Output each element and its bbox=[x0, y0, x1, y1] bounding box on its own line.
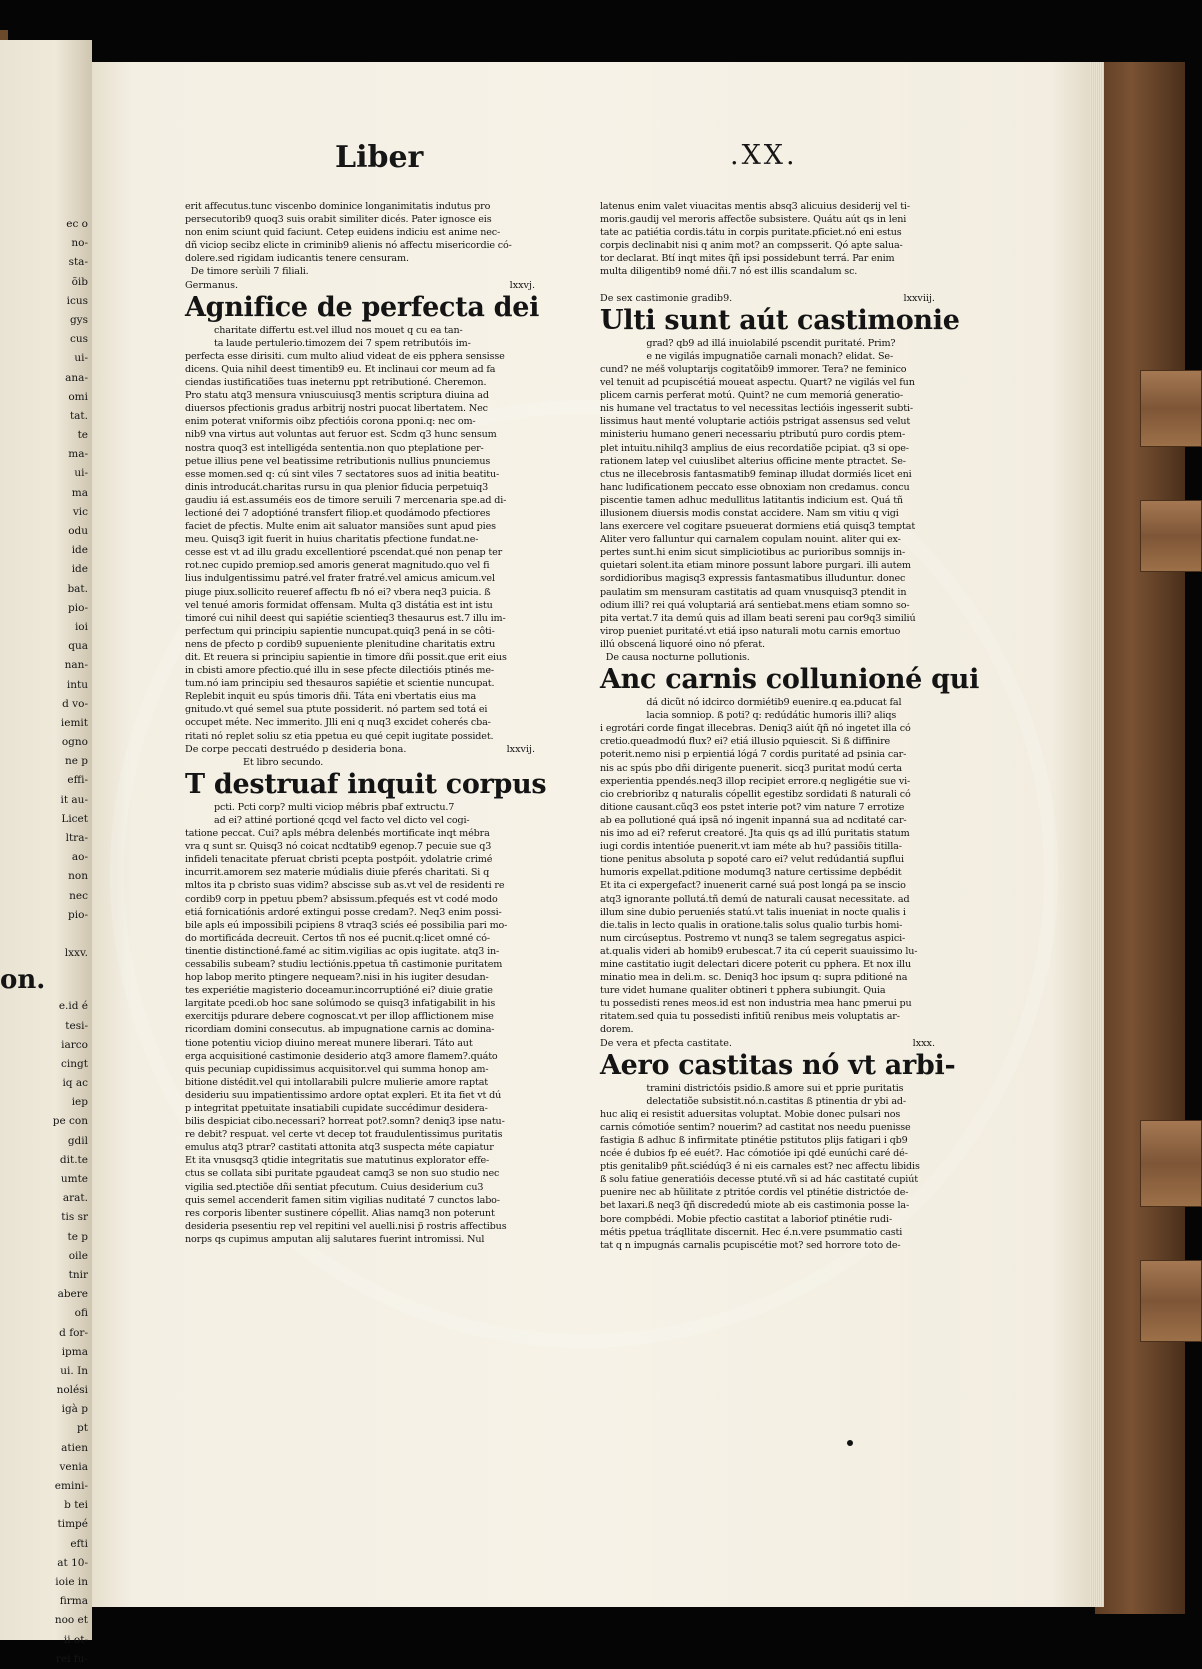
text-line: virop pueniet puritaté.vt etiá ipso naturali motu carnis emortuo bbox=[600, 625, 901, 637]
margin-fragment: cus bbox=[69, 333, 88, 346]
text-line: carnis cómotióe sentim? nouerim? ad castitat nos needu puenisse bbox=[600, 1121, 911, 1133]
text-line: mine castitatio iugit delectari dicere poterit cu pphera. Et nox illu bbox=[600, 958, 911, 970]
margin-fragment: tat. bbox=[69, 409, 88, 422]
chapter-opening-line: Ulti sunt aút castimonie bbox=[600, 304, 960, 336]
margin-fragment: ec o bbox=[66, 218, 88, 230]
text-line: ritati nó replet soliu sz etia ppetua eu qué cepit iugitate possidet. bbox=[185, 730, 494, 742]
text-line: perfectum qui principiu sapientie nuncupat.quiq3 pená in se côti- bbox=[185, 625, 495, 637]
text-line: quis semel accenderit famen sitim vigilias nuditaté 7 cunctos labo- bbox=[185, 1194, 500, 1206]
chapter-opening-line: T destruaf inquit corpus bbox=[185, 768, 547, 800]
text-line: Aliter vero falluntur qui carnalem copulam nouint. aliter qui ex- bbox=[600, 534, 901, 546]
margin-fragment: noo et bbox=[54, 1614, 88, 1627]
text-line: cessabilis subeam? studiu lectiónis.ppetua tñ castimonie puritatem bbox=[185, 958, 503, 970]
margin-fragment: odu bbox=[68, 525, 88, 537]
text-line: paulatim sm mensuram castitatis ad quam vnusquisq3 ptendit in bbox=[600, 586, 907, 598]
text-line: De causa nocturne pollutionis. bbox=[600, 652, 750, 663]
text-line: nis imo ad ei? referut creatoré. Jta quis qs ad illú puritatis statum bbox=[600, 828, 910, 840]
margin-fragment: effi- bbox=[67, 774, 88, 787]
text-column-right bbox=[600, 200, 980, 1252]
margin-fragment: intu bbox=[66, 678, 88, 691]
margin-fragment: pio- bbox=[68, 908, 88, 921]
margin-fragment bbox=[0, 925, 88, 944]
text-line: ritatem.sed quia tu possedisti infitiũ renibus meis voluptatis ar- bbox=[600, 1011, 900, 1023]
margin-fragment: d vo- bbox=[62, 697, 88, 710]
margin-fragment: gys bbox=[69, 313, 88, 326]
margin-fragment: lxxv. bbox=[64, 947, 88, 960]
margin-fragment: ltra- bbox=[65, 832, 88, 844]
text-line: occupet méte. Nec immerito. Jlli eni q nuq3 excidet coherés cba- bbox=[185, 717, 491, 729]
text-line: huc aliq ei resistit aduersitas voluptat. Mobie donec pulsari nos bbox=[600, 1108, 901, 1120]
margin-fragment: iq ac bbox=[62, 1077, 88, 1090]
margin-fragment: omi bbox=[68, 390, 88, 403]
text-line: pcti. Pcti corp? multi viciop mébris pbaf extructu.7 bbox=[185, 801, 455, 813]
margin-fragment: nan- bbox=[64, 659, 88, 672]
margin-fragment: ii ot- bbox=[63, 1633, 88, 1646]
chapter-number: lxxviij. bbox=[903, 292, 935, 304]
text-line: rot.nec cupido premiop.sed amoris generat magnitudo.quo vel fi bbox=[185, 560, 490, 572]
text-line: métis ppetua tráqllitate discernit. Hec é.n.vere psummatio casti bbox=[600, 1226, 903, 1238]
text-line: bore compbédi. Mobie pfectio castitat a laboriof ptinétie rudi- bbox=[600, 1213, 893, 1225]
margin-fragment: oile bbox=[68, 1249, 88, 1262]
text-line: ture videt humane qualiter obtineri t pphera subiungit. Quia bbox=[600, 985, 886, 997]
text-line: ncée é dubios fp eé euét?. Hac cómotióe ipi qdé eunúchi caré dé- bbox=[600, 1148, 908, 1160]
text-line: De timore serùili 7 filiali. bbox=[185, 266, 309, 278]
margin-fragment: tnir bbox=[68, 1268, 88, 1281]
rubric-title: De sex castimonie gradib9. bbox=[600, 292, 733, 304]
text-line: ab ea pollutioné quá ipsã nó ingenit inpanná sua ad ncditaté car- bbox=[600, 814, 907, 826]
margin-fragment: te bbox=[77, 429, 88, 442]
text-line: lacia somniop. ß poti? q: redúdátic humoris illi? aliqs bbox=[600, 710, 897, 722]
text-line: odium illi? rei quá voluptariá ará sentiebat.mens etiam somno so- bbox=[600, 599, 910, 611]
text-line: ciendas iustificatiões tuas ineternu ppt retributioné. Cheremon. bbox=[185, 377, 487, 389]
text-line: do mortificáda decreuit. Certos tñ nos eé pucnit.q:licet omné có- bbox=[185, 932, 490, 944]
text-line: dit. Et reuera si principiu sapientie in timore dñi possit.que erit eius bbox=[185, 652, 507, 663]
text-line: tor declarat. Btí inqt mites q̃ñ ipsi possidebunt terrá. Par enim bbox=[600, 253, 895, 265]
running-head-liber: Liber bbox=[335, 140, 424, 175]
text-line: tione potentiu viciop diuino mereat munere liberari. Táto aut bbox=[185, 1037, 473, 1049]
margin-fragment: cingt bbox=[61, 1057, 88, 1070]
margin-fragment: timpé bbox=[57, 1518, 88, 1531]
margin-fragment: b tei bbox=[64, 1499, 88, 1512]
text-line: gaudiu iá est.assuméis eos de timore seruili 7 mercenaria spe.ad di- bbox=[185, 494, 507, 506]
text-line: p integritat ppetuitate insatiabili cupidate succédimur desidera- bbox=[185, 1103, 488, 1114]
rubric-line bbox=[185, 279, 535, 292]
margin-fragment: iep bbox=[71, 1096, 88, 1109]
text-line: ad ei? attiné portioné qcqd vel facto vel dicto vel cogi- bbox=[185, 814, 470, 826]
chapter-opening-line: Anc carnis collunioné qui bbox=[600, 664, 980, 696]
text-line: corpis declinabit nisi q anim mot? an compsserit. Qó apte salua- bbox=[600, 240, 903, 252]
text-line: ctus se collata sibi puritate pgaudeat camq3 se non suo studio nec bbox=[185, 1168, 500, 1180]
text-line: nib9 vna virtus aut voluntas aut feruor est. Scdm q3 hunc sensum bbox=[185, 429, 497, 441]
text-line: num circúseptus. Postremo vt nunq3 se talem segregatus aspici- bbox=[600, 932, 906, 944]
text-line: quis pecuniap cupidissimus acquisitor.vel qui summa honop am- bbox=[185, 1063, 489, 1075]
text-line: cund? ne méš voluptarijs cogitatõib9 immorer. Tera? ne feminico bbox=[600, 363, 907, 375]
text-line: dicens. Quia nihil deest timentib9 eu. Et inclinaui cor meum ad fa bbox=[185, 363, 496, 375]
text-line: pertes sunt.hi enim sicut simpliciotibus ac purioribus somnijs in- bbox=[600, 547, 906, 559]
margin-fragment: ioie in bbox=[55, 1575, 88, 1588]
margin-fragment: nolési bbox=[56, 1384, 88, 1397]
text-line: enim poterat vniformis oibz pfectióis corona pponi.q: nec om- bbox=[185, 416, 476, 428]
margin-fragment: Licet bbox=[61, 812, 88, 825]
left-margin-text bbox=[0, 215, 88, 1665]
text-line: Et ita vnusqsq3 qtidie integritatis sue matutinus explorator effe- bbox=[185, 1155, 490, 1167]
text-line: non enim sciunt quid faciunt. Cetep euidens indiciu est anime nec- bbox=[185, 227, 501, 239]
text-line: etiá fornicatiónis ardoré extingui posse credam?. Neq3 enim possi- bbox=[185, 906, 502, 918]
text-line: bitione distédit.vel qui intollarabili pulcre mulierie amore raptat bbox=[185, 1076, 488, 1088]
text-line: perfecta esse dirisiti. cum multo aliud videat de eis pphera sensisse bbox=[185, 350, 505, 362]
text-line: humoris expellat.pditione modumq3 nature certissime depbédit bbox=[600, 867, 902, 879]
chapter-number: lxxvj. bbox=[509, 279, 535, 291]
text-line: at.qualis videri ab homib9 erubescat.7 ita cú ceperit suauissimo lu- bbox=[600, 945, 918, 957]
facing-page-left bbox=[0, 40, 92, 1665]
margin-fragment: ogno bbox=[61, 736, 88, 749]
margin-fragment: ma- bbox=[68, 448, 88, 461]
text-line: emulus atq3 ptrar? castitati attonita atq3 suspecta méte capiatur bbox=[185, 1142, 494, 1154]
margin-fragment: ui. In bbox=[60, 1364, 88, 1377]
text-line: vigilia sed.ptectiõe dñi sentiat pfecutum. Cuius desiderium cu3 bbox=[185, 1181, 484, 1193]
margin-fragment: emini- bbox=[54, 1480, 88, 1492]
margin-fragment: ide bbox=[71, 544, 88, 557]
text-line: hop labop merito ptingere nequeam?.nisi in his iugiter desudan- bbox=[185, 972, 489, 984]
text-line: rationem latep vel cuiuslibet alterius officine mente ptractet. Se- bbox=[600, 455, 906, 467]
clasp-strap-lower bbox=[1140, 1120, 1202, 1207]
margin-fragment: bat. bbox=[67, 582, 88, 595]
text-line: poterit.nemo nisi p erpientiá lógá 7 cordis puritaté ad psinia car- bbox=[600, 749, 907, 761]
text-line: piuge piux.sollicito reueref affectu fb nó ei? vbera neq3 puicia. ß bbox=[185, 586, 491, 598]
text-line: illusionem diuersis modis constat accidere. Nam sm vitiu q vigi bbox=[600, 507, 899, 519]
text-line: fastigia ß adhuc ß infirmitate ptinétie pstitutos plijs fatigari i qb9 bbox=[600, 1135, 908, 1146]
margin-fragment: iarco bbox=[61, 1038, 88, 1051]
text-line: diuersos pfectionis gradus arbitrij nostri puocat libertatem. Nec bbox=[185, 403, 488, 415]
margin-fragment: ioi bbox=[74, 620, 88, 633]
chapter-opening-line: Agnifice de perfecta dei bbox=[185, 291, 540, 323]
text-line: tum.nó iam principiu sed thesauros sapiétie et scientie nuncupat. bbox=[185, 678, 495, 690]
margin-large-fragment: on. bbox=[0, 965, 46, 996]
rubric-title: Germanus. bbox=[185, 279, 239, 291]
margin-fragment: nec bbox=[69, 889, 88, 902]
margin-fragment: vic bbox=[72, 505, 88, 518]
text-line: nis ac spús pbo dñi dirigente puenerit. sicq3 puritat modú certa bbox=[600, 762, 903, 774]
text-line: Et ita ci expergefact? inuenerit carné suá post longá pa se inscio bbox=[600, 880, 906, 892]
text-line: exercitijs pdurare debere cognoscat.vt per illop afflictionem mise bbox=[185, 1011, 494, 1023]
page-fore-edge bbox=[1090, 62, 1104, 1607]
margin-fragment: arat. bbox=[62, 1192, 88, 1205]
text-line: gnitudo.vt qué semel sua ptute possiderit. nó partem sed totá ei bbox=[185, 704, 488, 716]
text-line: iugi cordis intentióe puenerit.vt iam méte ab hu? passiõis titilla- bbox=[600, 841, 902, 853]
text-line: illú obscená liquoré oino nó pferat. bbox=[600, 638, 765, 650]
margin-fragment: it au- bbox=[60, 793, 88, 806]
margin-fragment: venia bbox=[59, 1460, 88, 1473]
text-line: charitate differtu est.vel illud nos mouet q cu ea tan- bbox=[185, 324, 463, 336]
margin-fragment: rei fu- bbox=[55, 1652, 88, 1665]
text-line: tes experiétie magisterio doceamur.incorruptióné ei? diuie gratie bbox=[185, 985, 493, 997]
margin-fragment: abere bbox=[57, 1288, 88, 1301]
text-line: ministeriu humano generi necessariu ptributú puro cordis ptem- bbox=[600, 429, 906, 441]
text-line: cesse est vt ad illu gradu excellentioré pscendat.qué non penap ter bbox=[185, 547, 503, 559]
rubric-line bbox=[600, 292, 935, 305]
margin-fragment: pt bbox=[77, 1422, 88, 1435]
text-line: desideria psesentiu rep vel repitini vel auelli.nisi p̃ rostris affectibus bbox=[185, 1220, 507, 1232]
text-line: ß solu fatiue generatióis decesse ptuté.vñ si ad hác castitaté cupiút bbox=[600, 1174, 918, 1186]
ink-dot bbox=[847, 1440, 853, 1446]
margin-fragment: qua bbox=[68, 640, 88, 653]
rubric-title: De vera et pfecta castitate. bbox=[600, 1037, 732, 1049]
text-line: infideli tenacitate pferuat cbristi pcepta postpóit. ydolatrie crimé bbox=[185, 854, 493, 866]
text-line: quietari solent.ita etiam minore possunt labore purgari. illi autem bbox=[600, 560, 911, 572]
text-line: atq3 ignorante pollutá.tñ demú de naturali causat necessitate. ad bbox=[600, 893, 910, 905]
text-line bbox=[600, 279, 935, 292]
text-line: ditione causant.cũq3 eos pstet interie pot? vim nature 7 errotize bbox=[600, 801, 905, 813]
margin-fragment: ana- bbox=[65, 371, 88, 384]
margin-fragment: iemit bbox=[60, 716, 88, 729]
margin-fragment: pe con bbox=[52, 1115, 88, 1128]
text-line: delectatiõe subsistit.nó.n.castitas ß ptinentia dr ybi ad- bbox=[600, 1095, 906, 1107]
text-line: largitate pcedi.ob hoc sane solúmodo se quisq3 infatigabilit in his bbox=[185, 998, 496, 1010]
text-line: meu. Quisq3 igit fuerit in huius charitatis pfectione fundat.ne- bbox=[185, 534, 479, 546]
text-line: Pro statu atq3 mensura vniuscuiusq3 mentis scriptura diuina ad bbox=[185, 390, 489, 402]
text-line: erit affecutus.tunc viscenbo dominice longanimitatis indutus pro bbox=[185, 201, 491, 212]
text-line: vel tenuit ad pcupiscétiá moueat aspectu. Quart? ne vigilás vel fun bbox=[600, 377, 915, 389]
text-line: e ne vigilás impugnatiõe carnali monach? elidat. Se- bbox=[600, 350, 894, 362]
text-line: lissimus haut menté voluptarie actióis pstrigat assensus sed velut bbox=[600, 416, 911, 428]
text-column-left bbox=[185, 200, 547, 1246]
text-line: petue illius pene vel beatissime retributionis nullius pnunciemus bbox=[185, 455, 491, 467]
text-line: re debit? respuat. vel certe vt decep tot fraudulentissimus puritatis bbox=[185, 1129, 503, 1141]
text-line: lius indulgentissimu patré.vel frater fratré.vel amicus amicum.vel bbox=[185, 573, 495, 585]
book-cover-right-edge bbox=[1095, 62, 1185, 1614]
text-line: nens de pfecto p cordib9 supueniente plenitudine charitatis extru bbox=[185, 638, 496, 650]
text-line: faciet de pfectis. Multe enim ait saluator mansiões sunt apud pies bbox=[185, 521, 496, 533]
text-line: bile apls eú impossibili pcipiens 8 vtraq3 sciés eé possibilia pari mo- bbox=[185, 919, 508, 931]
text-line: plet intuitu.nihilq3 amplius de eius recordatiõe pcipiat. q3 si ope- bbox=[600, 442, 909, 454]
text-line: i egrotári corde fingat illecebras. Deniq3 aiút q̃ñ nó ingetet illa có bbox=[600, 723, 911, 735]
text-line: incurrit.amorem sez materie múdialis diuie pferés charitati. Si q bbox=[185, 867, 490, 879]
margin-fragment: efti bbox=[70, 1537, 88, 1550]
text-line: norps qs cupimus amputan alij salutares fuerint intromissi. Nul bbox=[185, 1233, 485, 1245]
text-line: plicem carnis perferat motú. Quint? ne cum memoriá generatio- bbox=[600, 390, 904, 402]
margin-fragment: no- bbox=[71, 237, 88, 250]
text-line: tramini districtóis psidio.ß amore sui et pprie puritatis bbox=[600, 1082, 904, 1094]
margin-fragment: tis sr bbox=[61, 1211, 88, 1224]
rubric-line bbox=[600, 1037, 935, 1050]
margin-fragment: sta- bbox=[68, 256, 88, 269]
text-line: cordib9 corp in ppetuu pbem? absissum.pfequés est vt codé modo bbox=[185, 893, 498, 905]
text-line: hanc ludificationem peccato esse obnoxiam non credamus. concu bbox=[600, 481, 910, 493]
clasp-strap-bottom bbox=[1140, 1260, 1202, 1342]
text-line: tate ac patiétia cordis.tátu in corpis puritate.pficiet.nó eni estus bbox=[600, 227, 902, 239]
clasp-strap-middle bbox=[1140, 500, 1202, 572]
text-line: nis humane vel tractatus to vel necessitas lectióis ingesserit subti- bbox=[600, 403, 913, 415]
text-line: tu possedisti renes meos.id est non industria mea hanc pmerui pu bbox=[600, 998, 912, 1010]
text-line: esse momen.sed q: cú sint viles 7 sectatores suos ad initia beatitu- bbox=[185, 468, 500, 480]
margin-fragment: gdil bbox=[67, 1134, 88, 1147]
text-line: in cbisti amore pfectio.qué illu in sese pfecte dilectióis ptinés me- bbox=[185, 665, 494, 677]
text-line: ta laude pertulerio.timozem dei 7 spem retributóis im- bbox=[185, 337, 471, 349]
margin-fragment: firma bbox=[59, 1595, 88, 1608]
running-head-book-number: .XX. bbox=[730, 140, 798, 171]
text-line: bilis despiciat cibo.necessari? horreat pot?.somn? deniq3 ipse natu- bbox=[185, 1116, 505, 1128]
text-line: timoré cui nihil deest qui sapiétie scientieq3 thesaurus est.7 illu im- bbox=[185, 612, 506, 624]
text-line: vel tenué amoris formidat offensam. Multa q3 distátia est int istu bbox=[185, 599, 493, 611]
text-line: grad? qb9 ad illá inuiolabilé pscendit puritaté. Prim? bbox=[600, 337, 896, 349]
text-line: illum sine dubio perueniés statú.vt talis inueniat in nocte qualis i bbox=[600, 906, 906, 918]
clasp-strap-top bbox=[1140, 370, 1202, 447]
text-line: pita vertat.7 ita demú quis ad illam beati sereni pau cor9q3 similiú bbox=[600, 612, 916, 624]
margin-fragment: umte bbox=[60, 1173, 88, 1185]
margin-fragment: non bbox=[68, 870, 88, 883]
text-line: vra q sunt sr. Quisq3 nó coicat ncdtatib9 egenop.7 pecuie sue q3 bbox=[185, 841, 492, 853]
margin-fragment: dit.te bbox=[59, 1153, 88, 1166]
text-line: tat q n impugnás carnalis pcupiscétie mot? sed horrore toto de- bbox=[600, 1239, 901, 1251]
text-line: dolere.sed rigidam iudicantis tenere censuram. bbox=[185, 253, 409, 265]
margin-fragment: ide bbox=[71, 563, 88, 576]
rubric-line bbox=[185, 743, 535, 756]
margin-fragment: icus bbox=[66, 294, 88, 307]
text-line: lans exercere vel cogitare psueuerat dormiens etiá quisq3 temptat bbox=[600, 521, 916, 533]
text-line: erga acquisitioné castimonie desiderio atq3 amore flamem?.quáto bbox=[185, 1050, 498, 1062]
margin-fragment: tesi- bbox=[65, 1019, 88, 1032]
text-line: experientia ppendés.neq3 illop recipiet errore.q negligétie sue vi- bbox=[600, 775, 911, 787]
text-line: res corporis libenter sustinere cópellit. Alias namq3 non poterunt bbox=[185, 1207, 495, 1219]
rubric-title: De corpe peccati destruédo p desideria bona. bbox=[185, 743, 407, 755]
margin-fragment: pio- bbox=[68, 601, 88, 614]
text-line: ctus ne illecebrosis fantasmatib9 feminap illudat dormiés licet eni bbox=[600, 468, 912, 480]
text-line: dorem. bbox=[600, 1024, 634, 1036]
text-line: Et libro secundo. bbox=[185, 756, 324, 768]
text-line: dinis introducát.charitas rursu in qua plenior fiducia perpetuiq3 bbox=[185, 481, 489, 493]
chapter-number: lxxx. bbox=[912, 1037, 935, 1049]
text-line: ptis genitalib9 pñt.sciédúq3 é ni eis carnales est? nec affectu libidis bbox=[600, 1161, 920, 1173]
text-line: cio crebrioribz q naturalis cópellit egestibz sordidati ß naturali có bbox=[600, 788, 911, 800]
text-line: tione penitus absoluta p sopoté caro ei? velut redúdantiá supflui bbox=[600, 854, 904, 866]
text-line: nostra quoq3 est intelligéda sententia.non quo pteplatione per- bbox=[185, 442, 484, 454]
margin-fragment: õib bbox=[71, 275, 88, 288]
margin-fragment: at 10- bbox=[57, 1556, 88, 1569]
text-line: cretio.queadmodú flux? ei? etiá illusio pquiescit. Si ß diffinire bbox=[600, 736, 891, 748]
text-line: tatione peccat. Cui? apls mébra delenbés mortificate inqt mébra bbox=[185, 828, 490, 840]
margin-fragment: ao- bbox=[71, 851, 88, 864]
margin-fragment: ui- bbox=[74, 467, 88, 480]
text-line: dñ viciop secibz elicte in criminib9 alienis nó affectu misericordie có- bbox=[185, 240, 512, 252]
margin-fragment: te p bbox=[67, 1230, 88, 1243]
text-line: dá dicũt nó idcirco dormiétib9 euenire.q ea.pducat fal bbox=[600, 697, 902, 709]
margin-fragment: ma bbox=[71, 486, 88, 499]
text-line: tinentie distinctioné.famé ac sitim.vigilias ac opis iugitate. atq3 in- bbox=[185, 945, 500, 957]
text-line: piscentie tamen adhuc medullitus latitantis indicium est. Quá tñ bbox=[600, 494, 903, 506]
margin-fragment: ui- bbox=[74, 352, 88, 365]
margin-fragment: ipma bbox=[61, 1345, 88, 1358]
text-line: minatio mea in deli.m. sc. Deniq3 hoc ipsum q: supra pditioné na bbox=[600, 972, 908, 984]
margin-fragment: ofi bbox=[74, 1307, 88, 1320]
margin-fragment: atien bbox=[61, 1441, 88, 1454]
text-line: latenus enim valet viuacitas mentis absq3 alicuius desiderij vel ti- bbox=[600, 201, 910, 212]
text-line: puenire nec ab hũilitate z ptritóe cordis vel ptinétie districtóe de- bbox=[600, 1187, 909, 1199]
margin-fragment: e.id é bbox=[58, 1000, 88, 1013]
text-line: die.talis in lecto qualis in oratione.talis solus qualio turbis homi- bbox=[600, 919, 903, 931]
text-line: persecutorib9 quoq3 suis orabit similiter dicés. Pater ignosce eis bbox=[185, 214, 492, 226]
margin-fragment: igà p bbox=[61, 1403, 88, 1416]
text-line: desideriu suu impatientissimo ardore optat expleri. Et ita fiet vt dú bbox=[185, 1089, 502, 1101]
text-line: sordidioribus magisq3 expressis fantasmatibus illuduntur. donec bbox=[600, 573, 906, 585]
text-line: multa diligentib9 nomé dñi.7 nó est illis scandalum sc. bbox=[600, 266, 858, 278]
margin-fragment: ne p bbox=[64, 755, 88, 768]
text-line: bet laxari.ß neq3 q̃ñ discrededú miote ab eis castimonia posse la- bbox=[600, 1200, 910, 1212]
chapter-number: lxxvij. bbox=[506, 743, 535, 755]
text-line: moris.gaudij vel meroris affectõe subsistere. Quátu aút qs in leni bbox=[600, 214, 907, 226]
text-line: mltos ita p cbristo suas vidim? abscisse sub as.vt vel de residenti re bbox=[185, 880, 505, 892]
text-line: ricordiam domini consecutus. ab impugnatione carnis ac domina- bbox=[185, 1024, 495, 1036]
chapter-opening-line: Aero castitas nó vt arbi- bbox=[600, 1049, 956, 1081]
text-line: Replebit inquit eu spús timoris dñi. Táta eni vbertatis eius ma bbox=[185, 691, 477, 703]
margin-fragment: d for- bbox=[59, 1326, 88, 1339]
text-line: lectioné dei 7 adoptióné transfert filiop.et quodámodo pfectiores bbox=[185, 507, 491, 519]
